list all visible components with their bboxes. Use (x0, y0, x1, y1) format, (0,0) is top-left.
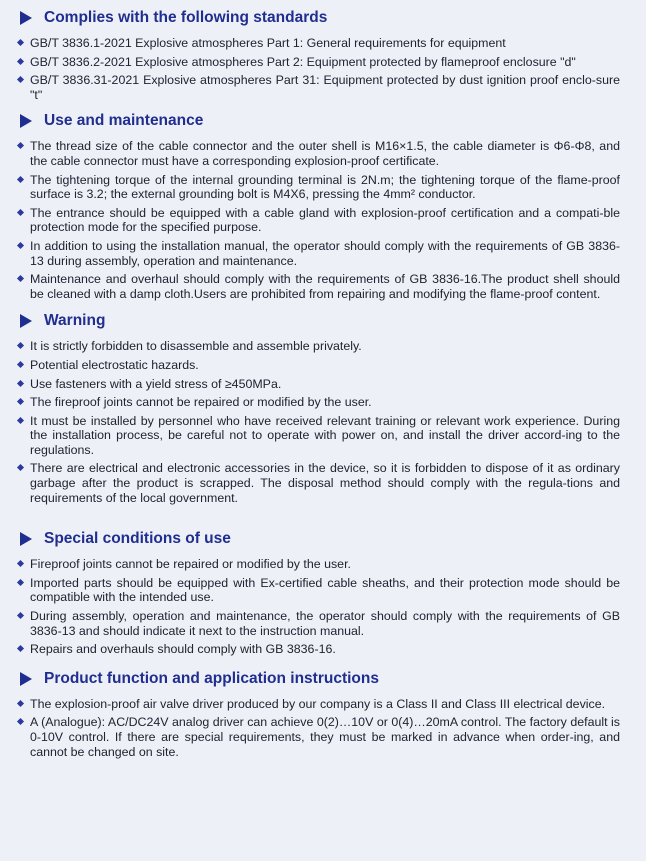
section-title: Complies with the following standards (44, 9, 328, 26)
section-title: Use and maintenance (44, 112, 204, 130)
diamond-bullet-icon (17, 560, 24, 567)
section-product-function (18, 667, 620, 759)
list-item: Potential electrostatic hazards. (18, 358, 620, 373)
section-heading (18, 6, 620, 30)
section-title: Product function and application instructions (44, 669, 379, 687)
list-item: Maintenance and overhaul should comply with the requirements of GB 3836-16.The product shell should be cleaned with a damp cloth.Users are prohibited from repairing and modifying the flame-proof content. (18, 272, 620, 301)
section-use-maintenance (18, 109, 620, 301)
diamond-bullet-icon (17, 242, 24, 249)
section-heading (18, 667, 620, 691)
diamond-bullet-icon (17, 612, 24, 619)
list-item: GB/T 3836.2-2021 Explosive atmospheres Part 2: Equipment protected by flameproof enclosure "d" (18, 55, 620, 70)
diamond-bullet-icon (17, 342, 24, 349)
list-item: The thread size of the cable connector and the outer shell is M16×1.5, the cable diameter is Φ6-Φ8, and the cable connector must have a corresponding explosion-proof certificate. (18, 139, 620, 168)
list-item: GB/T 3836.1-2021 Explosive atmospheres Part 1: General requirements for equipment (18, 36, 620, 51)
triangle-bullet-icon (20, 314, 32, 328)
diamond-bullet-icon (17, 76, 24, 83)
list-item: The entrance should be equipped with a cable gland with explosion-proof certification and a compati-ble protection mode for the specified purpose. (18, 206, 620, 235)
diamond-bullet-icon (17, 275, 24, 282)
diamond-bullet-icon (17, 176, 24, 183)
section-special-conditions (18, 527, 620, 657)
diamond-bullet-icon (17, 464, 24, 471)
triangle-bullet-icon (20, 672, 32, 686)
list-item: Use fasteners with a yield stress of ≥450MPa. (18, 377, 620, 392)
diamond-bullet-icon (17, 58, 24, 65)
triangle-bullet-icon (20, 11, 32, 25)
section-title: Warning (44, 312, 106, 330)
diamond-bullet-icon (17, 718, 24, 725)
list-item: The fireproof joints cannot be repaired or modified by the user. (18, 395, 620, 410)
section-standards (18, 6, 620, 102)
diamond-bullet-icon (17, 645, 24, 652)
diamond-bullet-icon (17, 379, 24, 386)
triangle-bullet-icon (20, 114, 32, 128)
diamond-bullet-icon (17, 417, 24, 424)
list-item: GB/T 3836.31-2021 Explosive atmospheres Part 31: Equipment protected by dust ignition proof enclo-sure "t" (18, 73, 620, 102)
section-title: Special conditions of use (44, 530, 231, 548)
list-item: During assembly, operation and maintenance, the operator should comply with the requirements of GB 3836-13 and should indicate it next to the instruction manual. (18, 609, 620, 638)
diamond-bullet-icon (17, 39, 24, 46)
list-item: The explosion-proof air valve driver produced by our company is a Class II and Class III electrical device. (18, 697, 620, 712)
list-item: A (Analogue): AC/DC24V analog driver can achieve 0(2)…10V or 0(4)…20mA control. The factory default is 0-10V control. If there are special requirements, they must be marked in advance when order-ing, and cannot be changed on site. (18, 715, 620, 759)
list-item: The tightening torque of the internal grounding terminal is 2N.m; the tightening torque of the flame-proof surface is 3.2; the external grounding bolt is M4X6, pressing the 4mm² conductor. (18, 173, 620, 202)
section-heading (18, 109, 620, 133)
list-item: It is strictly forbidden to disassemble and assemble privately. (18, 339, 620, 354)
diamond-bullet-icon (17, 579, 24, 586)
diamond-bullet-icon (17, 142, 24, 149)
list-item: In addition to using the installation manual, the operator should comply with the requirements of GB 3836-13 during assembly, operation and maintenance. (18, 239, 620, 268)
diamond-bullet-icon (17, 700, 24, 707)
triangle-bullet-icon (20, 532, 32, 546)
section-heading (18, 309, 620, 333)
diamond-bullet-icon (17, 209, 24, 216)
list-item: It must be installed by personnel who have received relevant training or relevant work experience. During the installation process, be careful not to operate with power on, and install the driver accord-ing to the regulations. (18, 414, 620, 458)
list-item: Imported parts should be equipped with Ex-certified cable sheaths, and their protection mode should be compatible with the intended use. (18, 576, 620, 605)
diamond-bullet-icon (17, 361, 24, 368)
list-item: There are electrical and electronic accessories in the device, so it is forbidden to dispose of it as ordinary garbage after the product is scrapped. The disposal method should comply with the regula-tions and requirements of the local government. (18, 461, 620, 505)
diamond-bullet-icon (17, 398, 24, 405)
section-heading (18, 527, 620, 551)
list-item: Fireproof joints cannot be repaired or modified by the user. (18, 557, 620, 572)
section-warning (18, 309, 620, 505)
list-item: Repairs and overhauls should comply with GB 3836-16. (18, 642, 620, 657)
